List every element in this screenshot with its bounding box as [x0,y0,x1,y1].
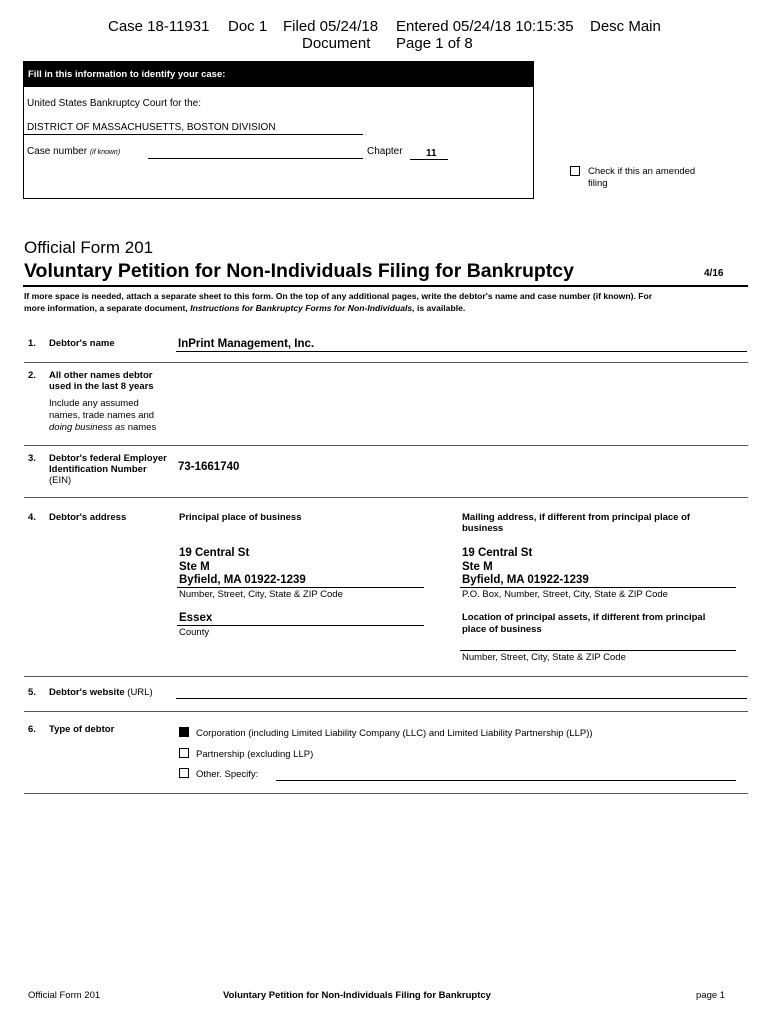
section-divider [24,497,748,498]
stamp-doc: Doc 1 [228,18,268,35]
location-address-field[interactable] [460,650,736,651]
county-value: Essex [179,612,213,624]
website-field[interactable] [176,698,747,699]
stamp-page: Page 1 of 8 [396,35,473,52]
court-label: United States Bankruptcy Court for the: [27,98,201,109]
location-address-caption: Number, Street, City, State & ZIP Code [462,652,626,663]
q5-number: 5. [28,687,36,698]
q2-label-line-2: used in the last 8 years [49,381,154,392]
mailing-address-field[interactable] [460,587,736,588]
other-option-label: Other. Specify: [196,769,259,780]
q3-number: 3. [28,453,36,464]
stamp-entered: Entered 05/24/18 10:15:35 [396,18,574,35]
form-name: Official Form 201 [24,238,154,257]
identification-header-text: Fill in this information to identify your case: [28,69,226,80]
q4-number: 4. [28,512,36,523]
debtor-name-field[interactable] [176,351,747,352]
section-divider [24,711,748,712]
q5-label: Debtor's website (URL) [49,687,153,698]
form-version: 4/16 [704,268,724,279]
mailing-address-line-3: Byfield, MA 01922-1239 [462,574,589,586]
corporation-option-label: Corporation (including Limited Liability Company (LLC) and Limited Liability Partnership (LLP)) [196,728,593,739]
district-underline [24,134,363,135]
mailing-address-line-2: Ste M [462,561,493,573]
principal-address-line-2: Ste M [179,561,210,573]
chapter-value: 11 [426,148,437,159]
location-heading-line-2: place of business [462,624,542,635]
stamp-document: Document [302,35,371,52]
corporation-checkbox[interactable] [179,727,189,737]
principal-address-line-1: 19 Central St [179,547,250,559]
q1-number: 1. [28,338,36,349]
q6-number: 6. [28,724,36,735]
footer-page-number: page 1 [696,990,726,1001]
q2-sub-line-1: Include any assumed [49,398,139,409]
stamp-filed: Filed 05/24/18 [283,18,379,35]
amended-filing-label-line-2: filing [588,178,608,189]
partnership-option-label: Partnership (excluding LLP) [196,749,314,760]
stamp-case-number: Case 18-11931 [108,18,210,35]
mailing-address-line-1: 19 Central St [462,547,533,559]
section-divider [24,445,748,446]
footer-form-title: Voluntary Petition for Non-Individuals Filing for Bankruptcy [223,990,491,1001]
q3-label-line-3: (EIN) [49,475,72,486]
case-number-label: Case number (if known) [27,146,121,157]
other-specify-field[interactable] [276,780,736,781]
chapter-underline [410,159,448,160]
chapter-label: Chapter [367,146,403,157]
principal-address-line-3: Byfield, MA 01922-1239 [179,574,306,586]
principal-address-field[interactable] [177,587,424,588]
q6-label: Type of debtor [49,724,115,735]
ein-value: 73-1661740 [178,461,240,473]
footer-form-name: Official Form 201 [28,990,101,1001]
amended-filing-checkbox[interactable] [570,166,580,176]
district-value: DISTRICT OF MASSACHUSETTS, BOSTON DIVISION [27,122,276,133]
q2-label-line-1: All other names debtor [49,370,153,381]
case-identification-box [23,61,534,199]
form-title: Voluntary Petition for Non-Individuals Filing for Bankruptcy [24,260,574,282]
q2-sub-line-3: doing business as names [49,422,157,433]
section-divider [24,362,748,363]
q2-sub-line-2: names, trade names and [49,410,155,421]
debtor-name-value: InPrint Management, Inc. [178,338,315,350]
q3-label-line-2: Identification Number [49,464,147,475]
mailing-heading-line-2: business [462,523,504,534]
q4-label: Debtor's address [49,512,127,523]
location-heading-line-1: Location of principal assets, if different from principal [462,612,706,623]
mailing-heading-line-1: Mailing address, if different from principal place of [462,512,691,523]
partnership-checkbox[interactable] [179,748,189,758]
county-caption: County [179,627,210,638]
q3-label-line-1: Debtor's federal Employer [49,453,167,464]
principal-heading: Principal place of business [179,512,302,523]
identification-header-bar [24,62,533,87]
q1-label: Debtor's name [49,338,115,349]
principal-address-caption: Number, Street, City, State & ZIP Code [179,589,343,600]
q2-number: 2. [28,370,36,381]
section-divider [24,793,748,794]
county-field[interactable] [177,625,424,626]
title-rule [23,285,748,287]
mailing-address-caption: P.O. Box, Number, Street, City, State & ZIP Code [462,589,668,600]
stamp-desc: Desc Main [590,18,661,35]
instructions-line-1: If more space is needed, attach a separate sheet to this form. On the top of any additional pages, write the debtor's name and case number (if known). For [24,291,653,301]
instructions-line-2: more information, a separate document, Instructions for Bankruptcy Forms for Non-Individuals, is available. [24,303,466,313]
section-divider [24,676,748,677]
case-number-field[interactable] [148,158,363,159]
amended-filing-label-line-1: Check if this an amended [588,166,696,177]
other-checkbox[interactable] [179,768,189,778]
